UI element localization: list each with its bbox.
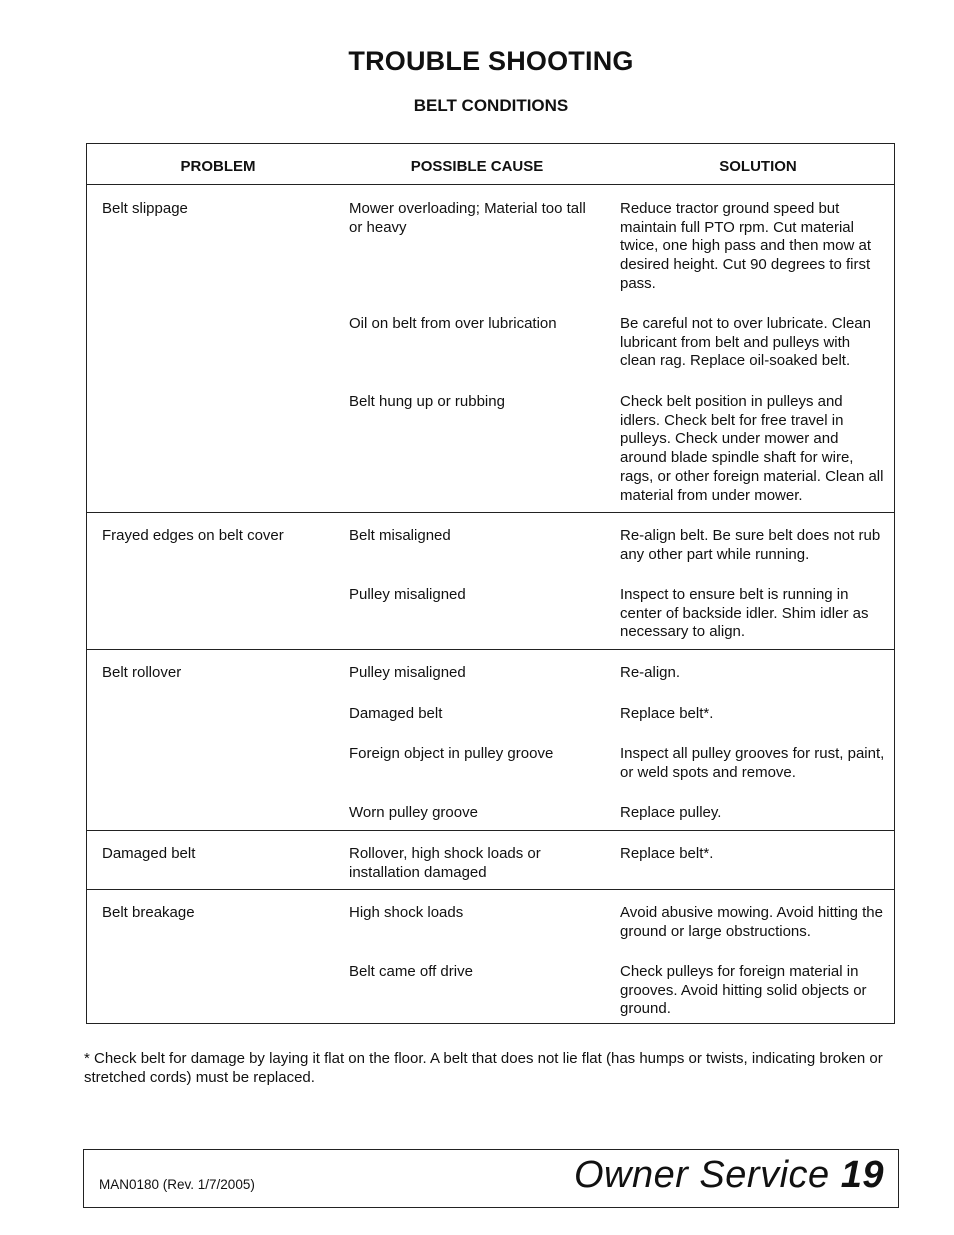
solution-cell: Check belt position in pulleys and idlers. Check belt for free travel in pulleys. Check under mower and around blade spindle shaft for wire, rags, or other foreign material. Clean all material from under mower.	[620, 393, 884, 504]
cause-cell: Pulley misaligned	[349, 664, 466, 681]
page-number: 19	[840, 1154, 884, 1196]
header-solution: SOLUTION	[719, 158, 797, 175]
solution-cell: Be careful not to over lubricate. Clean lubricant from belt and pulleys with clean rag. Replace oil-soaked belt.	[620, 315, 871, 370]
cause-cell: Belt came off drive	[349, 963, 473, 980]
section-subtitle: BELT CONDITIONS	[413, 96, 569, 115]
header-possible-cause: POSSIBLE CAUSE	[410, 158, 544, 175]
cause-cell: Belt hung up or rubbing	[349, 393, 505, 410]
footnote: * Check belt for damage by laying it flat on the floor. A belt that does not lie flat (has humps or twists, indicating broken or stretched cords) must be replaced.	[84, 1050, 883, 1086]
section-name: Owner Service	[573, 1154, 830, 1196]
cause-cell: Mower overloading; Material too tall or heavy	[349, 200, 586, 236]
problem-cell: Frayed edges on belt cover	[102, 527, 284, 544]
table-group-belt-slippage	[87, 185, 894, 513]
cause-cell: Pulley misaligned	[349, 586, 466, 603]
solution-cell: Avoid abusive mowing. Avoid hitting the ground or large obstructions.	[620, 904, 883, 940]
cause-cell: High shock loads	[349, 904, 464, 921]
page-footer	[83, 1149, 899, 1208]
solution-cell: Replace belt*.	[620, 845, 714, 862]
cause-cell: Foreign object in pulley groove	[349, 745, 554, 762]
solution-cell: Reduce tractor ground speed but maintain full PTO rpm. Cut material twice, one high pass and then mow at desired height. Cut 90 degrees to first pass.	[620, 200, 871, 292]
footer-section-label	[574, 1154, 884, 1197]
problem-cell: Belt breakage	[102, 904, 195, 921]
cause-cell: Belt misaligned	[349, 527, 451, 544]
cause-cell: Worn pulley groove	[349, 804, 478, 821]
header-problem: PROBLEM	[180, 158, 256, 175]
cause-cell: Rollover, high shock loads or installation damaged	[349, 845, 541, 881]
solution-cell: Inspect all pulley grooves for rust, paint, or weld spots and remove.	[620, 745, 885, 781]
solution-cell: Inspect to ensure belt is running in center of backside idler. Shim idler as necessary to align.	[620, 586, 869, 641]
cause-cell: Damaged belt	[349, 705, 443, 722]
solution-cell: Check pulleys for foreign material in grooves. Avoid hitting solid objects or ground.	[620, 963, 867, 1018]
solution-cell: Replace pulley.	[620, 804, 722, 821]
troubleshooting-table	[86, 143, 895, 1024]
page-title: TROUBLE SHOOTING	[348, 46, 634, 76]
document-code: MAN0180 (Rev. 1/7/2005)	[99, 1177, 255, 1192]
cause-cell: Oil on belt from over lubrication	[349, 315, 557, 332]
table-group-damaged-belt	[87, 831, 894, 890]
table-group-belt-breakage	[87, 890, 894, 1025]
table-group-belt-rollover	[87, 650, 894, 831]
table-group-frayed-edges	[87, 513, 894, 650]
problem-cell: Belt slippage	[102, 200, 188, 217]
problem-cell: Damaged belt	[102, 845, 196, 862]
solution-cell: Re-align belt. Be sure belt does not rub any other part while running.	[620, 527, 881, 563]
problem-cell: Belt rollover	[102, 664, 182, 681]
solution-cell: Re-align.	[620, 664, 681, 681]
table-header	[87, 144, 894, 185]
solution-cell: Replace belt*.	[620, 705, 714, 722]
